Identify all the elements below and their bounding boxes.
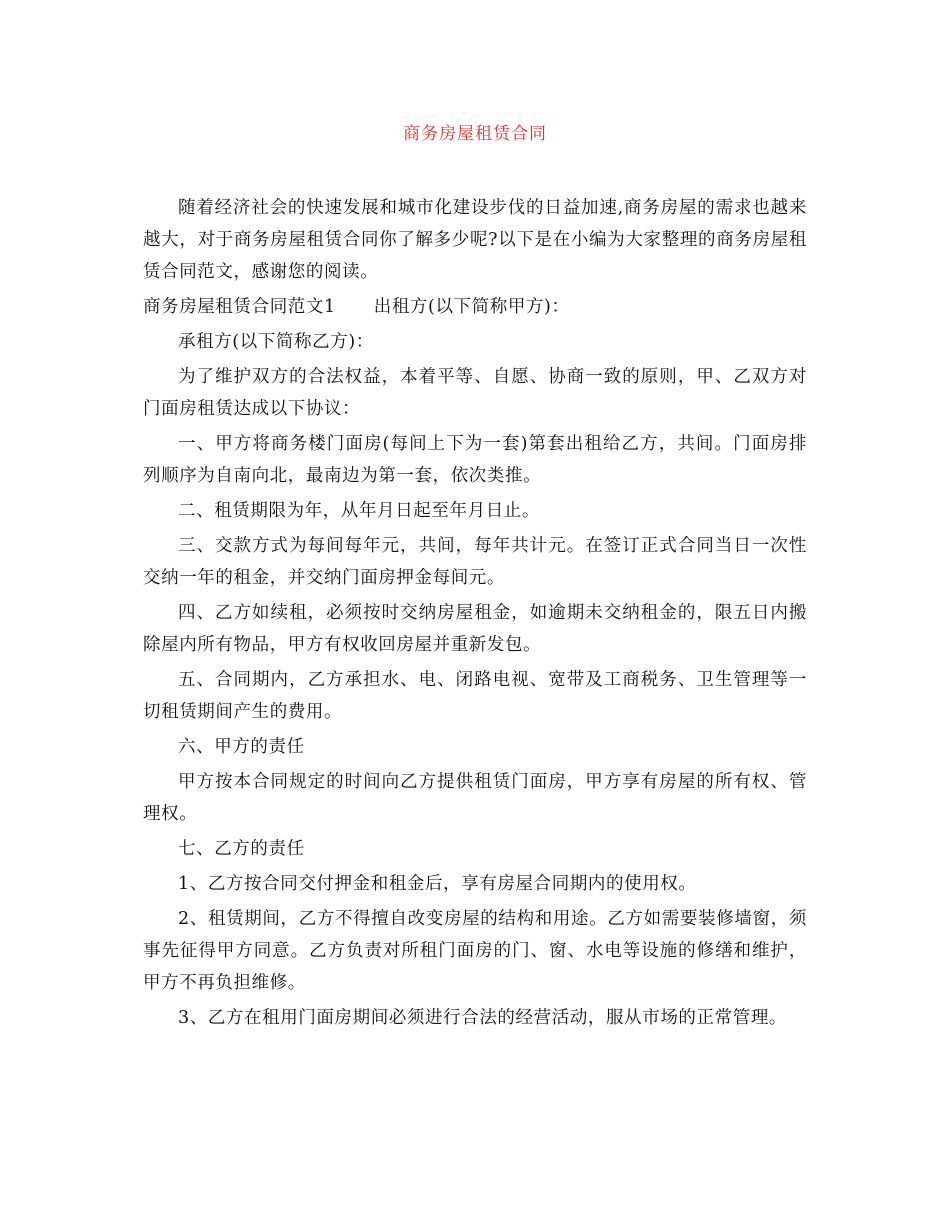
clause-2: 二、租赁期限为年，从年月日起至年月日止。: [178, 501, 540, 521]
lessor-line: 出租方(以下简称甲方)：: [373, 297, 570, 317]
clause-1: 一、甲方将商务楼门面房(每间上下为一套)第套出租给乙方，共间。门面房排列顺序为自南向北，最南边为第一套，依次类推。: [143, 434, 807, 486]
intro-paragraph: 随着经济社会的快速发展和城市化建设步伐的日益加速,商务房屋的需求也越来越大，对于商务房屋租赁合同你了解多少呢?以下是在小编为大家整理的商务房屋租赁合同范文，感谢您的阅读。: [143, 198, 807, 282]
clause-7-item-1: 1、乙方按合同交付押金和租金后，享有房屋合同期内的使用权。: [178, 874, 697, 894]
lessee-line: 承租方(以下简称乙方)：: [178, 332, 374, 352]
sample-heading: 商务房屋租赁合同范文1: [143, 297, 336, 317]
clause-4: 四、乙方如续租，必须按时交纳房屋租金，如逾期未交纳租金的，限五日内搬除屋内所有物品，甲方有权收回房屋并重新发包。: [143, 603, 807, 655]
clause-3: 三、交款方式为每间每年元，共间，每年共计元。在签订正式合同当日一次性交纳一年的租金，并交纳门面房押金每间元。: [143, 536, 807, 588]
clause-6-heading: 六、甲方的责任: [178, 737, 305, 757]
sample-heading-line: [143, 291, 807, 323]
clause-5: 五、合同期内，乙方承担水、电、闭路电视、宽带及工商税务、卫生管理等一切租赁期间产生的费用。: [143, 670, 807, 722]
clause-6-text: 甲方按本合同规定的时间向乙方提供租赁门面房，甲方享有房屋的所有权、管理权。: [143, 772, 807, 824]
clause-7-item-3: 3、乙方在租用门面房期间必须进行合法的经营活动，服从市场的正常管理。: [178, 1008, 788, 1028]
preamble-paragraph: 为了维护双方的合法权益，本着平等、自愿、协商一致的原则，甲、乙双方对门面房租赁达成以下协议：: [143, 367, 807, 419]
document-body: [143, 192, 807, 1037]
clause-7-item-2: 2、租赁期间，乙方不得擅自改变房屋的结构和用途。乙方如需要装修墙窗，须事先征得甲方同意。乙方负责对所租门面房的门、窗、水电等设施的修缮和维护，甲方不再负担维修。: [143, 909, 807, 993]
document-title: 商务房屋租赁合同: [403, 124, 547, 144]
clause-7-heading: 七、乙方的责任: [178, 839, 305, 859]
